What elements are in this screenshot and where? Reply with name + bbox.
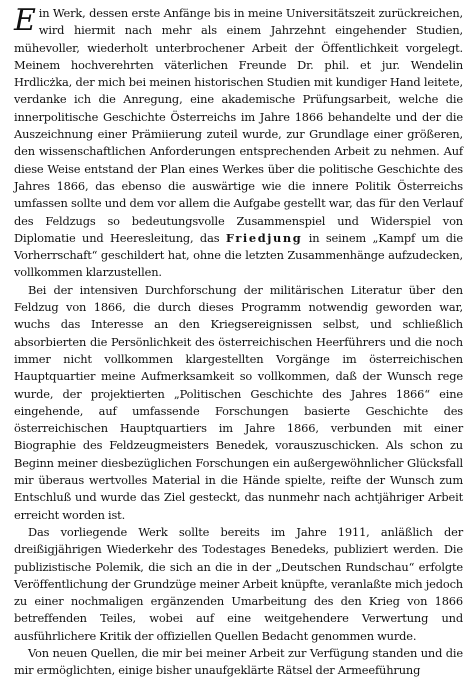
paragraph-2: Bei der intensiven Durchforschung der militärischen Literatur über den Feldzug von 1866, die durch dieses Programm notwendig geworden war, wuchs das Interesse an den Kriegsereignissen selbst, und schließlich absorbierten die Persönlichkeit des österreichischen Heerführers und die noch immer nicht vollkommen klargestellten Vorgänge im österreichischen Hauptquartier meine Aufmerksamkeit so vollkommen, daß der Wunsch rege wurde, der projektierten „Politischen Geschichte des Jahres 1866“ eine eingehende, auf umfassende Forschungen basierte Geschichte des österreichischen Hauptquartiers im Jahre 1866, verbunden mit einer Biographie des Feldzeugmeisters Benedek, vorauszuschicken. Als schon zu Beginn meiner diesbezüglichen Forschungen ein außergewöhnlicher Glücksfall mir überaus wertvolles Material in die Hände spielte, reifte der Wunsch zum Entschluß und wurde das Ziel gesteckt, das nunmehr nach achtjähriger Arbeit erreicht worden ist. — [14, 282, 463, 522]
paragraph-4: Von neuen Quellen, die mir bei meiner Arbeit zur Verfügung standen und die mir ermöglichten, einige bisher unaufgeklärte Rätsel der Armeeführung — [14, 645, 463, 678]
paragraph-1-text: in Werk, dessen erste Anfänge bis in meine Universitätszeit zurückreichen, wird hiermit nach mehr als einem Jahrzehnt eingehender Studien, mühevoller, wiederholt unterbrochener Arbeit der Öffentlichkeit vorgelegt. Meinem hochverehrten väterlichen Freunde Dr. phil. et jur. Wendelin Hrdlicżka, der mich bei meinen historischen Studien mit kundiger Hand leitete, verdanke ich die Anregung, eine akademische Prüfungsarbeit, welche die innerpolitische Geschichte Österreichs im Jahre 1866 behandelte und der die Auszeichnung einer Prämiierung zuteil wurde, zur Grundlage einer größeren, den wissenschaftlichen Anforderungen entsprechenden Arbeit zu nehmen. Auf diese Weise entstand der Plan eines Werkes über die politische Geschichte des Jahres 1866, das ebenso die auswärtige wie die innere Politik Österreichs umfassen sollte und dem vor allem die Aufgabe gestellt war, das für den Verlauf des Feldzugs so bedeutungsvolle Zusammenspiel und Widerspiel von Diplomatie und Heeresleitung, das Friedjung in seinem „Kampf um die Vorherrschaft“ geschildert hat, ohne die letzten Zusammenhänge aufzudecken, vollkommen klarzustellen. — [14, 6, 463, 280]
paragraph-1 — [14, 5, 463, 282]
emphasized-name: Friedjung — [225, 230, 303, 245]
drop-cap-initial: E — [14, 3, 36, 38]
paragraph-3: Das vorliegende Werk sollte bereits im Jahre 1911, anläßlich der dreißigjährigen Wiederkehr des Todestages Benedeks, publiziert werden. Die publizistische Polemik, die sich an die in der „Deutschen Rundschau“ erfolgte Veröffentlichung der Grundzüge meiner Arbeit knüpfte, veranlaßte mich jedoch zu einer nochmaligen ergänzenden Umarbeitung des den Krieg von 1866 betreffenden Teiles, wobei auf eine weitgehendere Verwertung und ausführlichere Kritik der offiziellen Quellen Bedacht genommen wurde. — [14, 524, 463, 643]
